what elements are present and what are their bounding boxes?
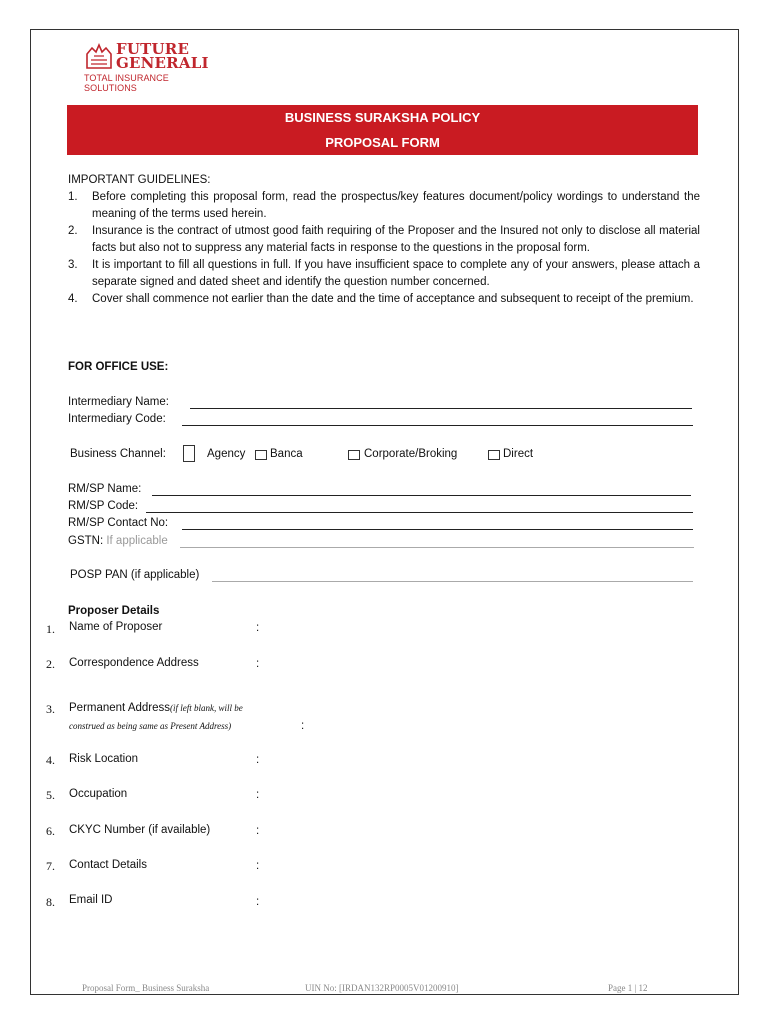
occupation-label: Occupation (69, 788, 128, 800)
guideline-number: 3. (68, 259, 78, 271)
correspondence-address-label: Correspondence Address (69, 657, 199, 669)
intermediary-name-field[interactable] (190, 408, 692, 409)
guideline-number: 4. (68, 293, 78, 305)
guidelines-heading: IMPORTANT GUIDELINES: (68, 174, 211, 186)
rm-sp-contact-label: RM/SP Contact No: (68, 517, 169, 529)
proposer-details-heading: Proposer Details (68, 605, 160, 617)
field-number: 8. (46, 895, 55, 909)
footer-uin: UIN No: [IRDAN132RP0005V01200910] (305, 983, 459, 993)
guideline-item (68, 257, 700, 291)
email-id-label: Email ID (69, 894, 113, 906)
name-of-proposer-label: Name of Proposer (69, 621, 163, 633)
guideline-text: Insurance is the contract of utmost good faith requiring of the Proposer and the Insured not only to disclose all material facts but also not to suppress any material facts in response to the questions in the proposal form. (92, 225, 700, 254)
field-number: 7. (46, 859, 55, 873)
company-logo (84, 40, 214, 93)
permanent-address-note-a: (if left blank, will be (170, 703, 243, 713)
office-use-heading: FOR OFFICE USE: (68, 361, 169, 373)
colon-separator: : (256, 622, 260, 634)
field-number: 1. (46, 622, 55, 636)
footer-page-number: Page 1 | 12 (608, 983, 648, 993)
permanent-address-label (69, 702, 243, 714)
guidelines-section (68, 172, 700, 308)
intermediary-name-label: Intermediary Name: (68, 396, 169, 408)
intermediary-code-field[interactable] (182, 425, 693, 426)
title-banner (67, 105, 698, 155)
rm-sp-name-label: RM/SP Name: (68, 483, 142, 495)
guideline-number: 2. (68, 225, 78, 237)
channel-direct-label: Direct (503, 448, 534, 460)
colon-separator: : (301, 720, 305, 732)
posp-pan-field[interactable] (212, 581, 693, 582)
guideline-item (68, 291, 700, 308)
footer-document-name: Proposal Form_ Business Suraksha (82, 983, 210, 993)
field-number: 4. (46, 753, 55, 767)
colon-separator: : (256, 825, 260, 837)
corporate-broking-checkbox[interactable] (348, 450, 360, 460)
rm-sp-name-field[interactable] (152, 495, 691, 496)
risk-location-label: Risk Location (69, 753, 139, 765)
logo-line-1: FUTURE (116, 40, 190, 58)
guideline-number: 1. (68, 191, 78, 203)
logo-tagline: TOTAL INSURANCE SOLUTIONS (84, 73, 169, 93)
direct-checkbox[interactable] (488, 450, 500, 460)
posp-pan-label: POSP PAN (if applicable) (70, 569, 200, 581)
ckyc-number-label: CKYC Number (if available) (69, 824, 211, 836)
field-number: 5. (46, 788, 55, 802)
contact-details-label: Contact Details (69, 859, 147, 871)
form-title: BUSINESS SURAKSHA POLICY (284, 110, 481, 125)
field-number: 3. (46, 702, 55, 716)
agency-checkbox[interactable] (183, 445, 195, 462)
gstn-label-text: GSTN: (68, 535, 104, 547)
lion-emblem-icon (84, 42, 114, 72)
gstn-label (68, 533, 168, 550)
colon-separator: : (256, 896, 260, 908)
form-subtitle: PROPOSAL FORM (325, 135, 440, 150)
guideline-text: It is important to fill all questions in full. If you have insufficient space to complete any of your answers, please attach a separate signed and dated sheet and identify the question number concerned. (92, 259, 700, 288)
permanent-address-note-b: construed as being same as Present Address) (69, 721, 232, 731)
gstn-field[interactable] (180, 547, 694, 548)
rm-sp-contact-field[interactable] (182, 529, 693, 530)
channel-agency-label: Agency (207, 448, 246, 460)
channel-banca-label: Banca (270, 448, 303, 460)
field-number: 6. (46, 824, 55, 838)
rm-sp-code-field[interactable] (146, 512, 693, 513)
guideline-item (68, 189, 700, 223)
intermediary-code-label: Intermediary Code: (68, 413, 166, 425)
colon-separator: : (256, 754, 260, 766)
field-number: 2. (46, 657, 55, 671)
guideline-text: Cover shall commence not earlier than the date and the time of acceptance and subsequent to receipt of the premium. (92, 293, 694, 305)
business-channel-label: Business Channel: (70, 448, 166, 460)
logo-line-2: GENERALI (116, 54, 209, 72)
banca-checkbox[interactable] (255, 450, 267, 460)
colon-separator: : (256, 789, 260, 801)
permanent-address-label-text: Permanent Address (69, 702, 171, 714)
guideline-item (68, 223, 700, 257)
channel-corporate-broking-label: Corporate/Broking (364, 448, 458, 460)
gstn-hint: If applicable (106, 535, 168, 547)
guideline-text: Before completing this proposal form, read the prospectus/key features document/policy wordings to understand the meaning of the terms used herein. (92, 191, 700, 220)
rm-sp-code-label: RM/SP Code: (68, 500, 139, 512)
colon-separator: : (256, 860, 260, 872)
colon-separator: : (256, 658, 260, 670)
